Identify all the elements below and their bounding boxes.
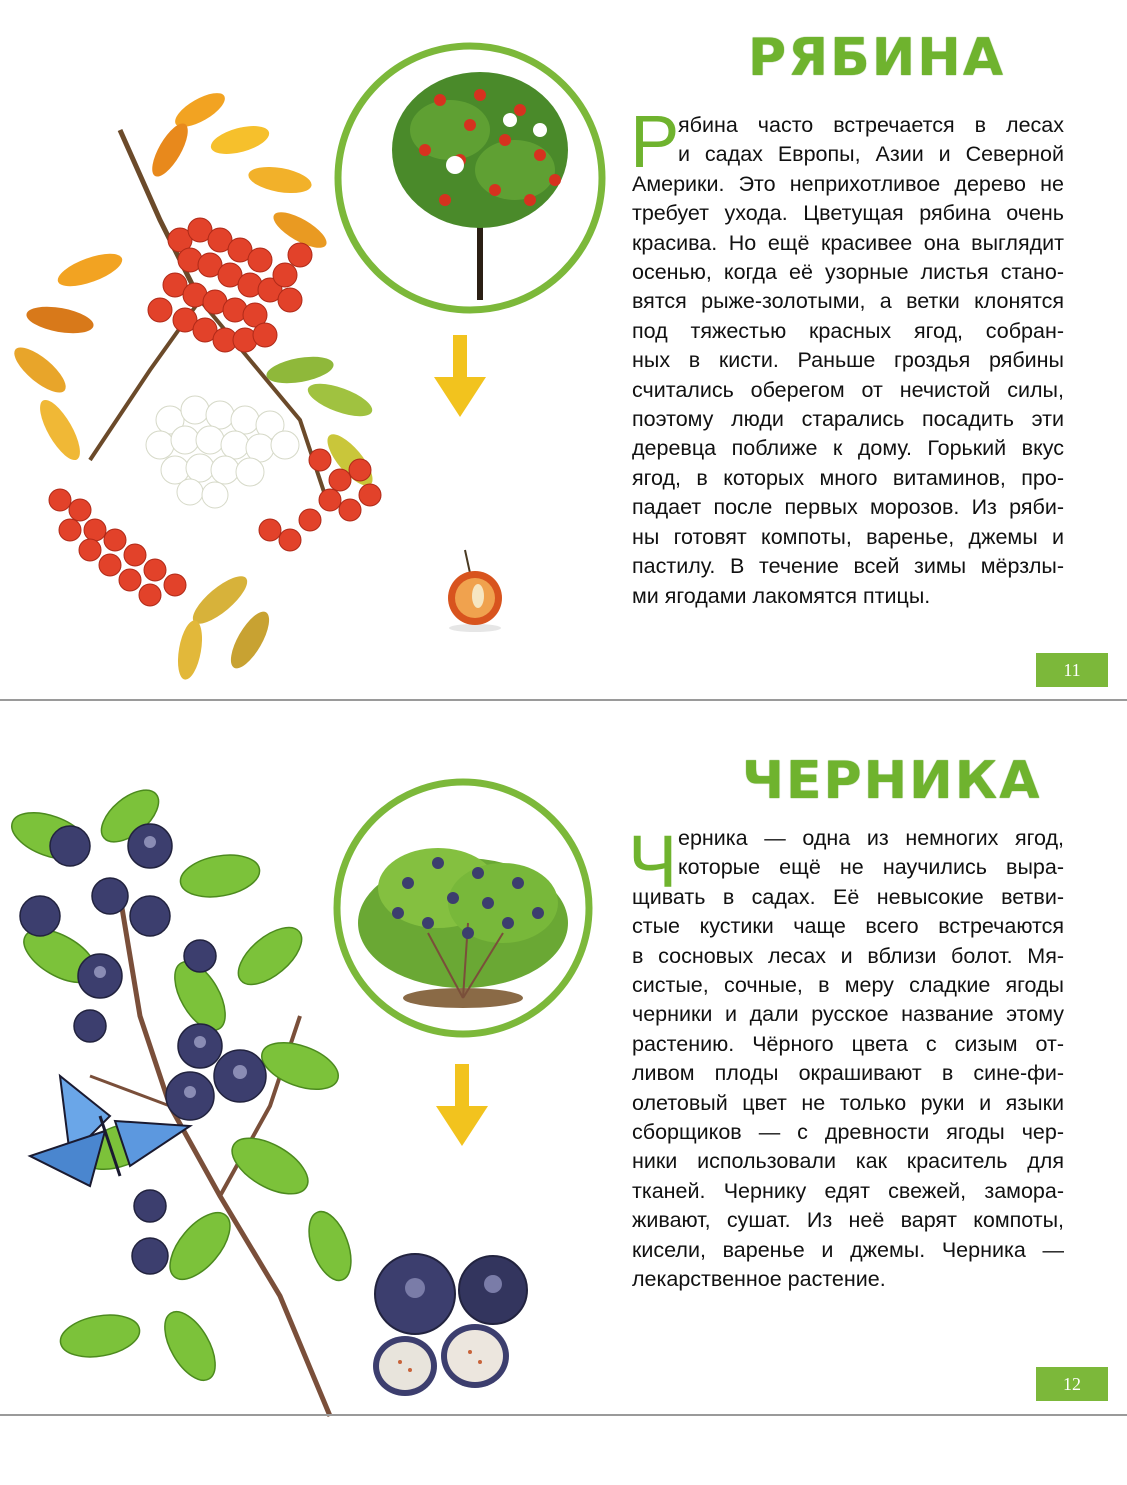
article-text [632, 824, 1064, 1295]
text-line: ливом плоды окрашивают в сине-фи- [632, 1061, 1064, 1086]
page-title: ЧЕРНИКА [742, 751, 1042, 811]
text-line: осенью, когда её узорные листья стано- [632, 260, 1064, 285]
blueberry-bush-circle [328, 773, 598, 1043]
rowan-berry-cut [440, 548, 510, 633]
page-number-badge: 12 [1036, 1367, 1108, 1401]
text-line: систые, сочные, в меру сладкие ягоды [632, 973, 1064, 998]
text-line: ягод, в которых много витаминов, про- [632, 465, 1064, 490]
text-line: в сосновых лесах и вблизи болот. Мя- [632, 943, 1064, 968]
page-divider [0, 1414, 1127, 1416]
page-rowan [0, 0, 1127, 700]
text-line: черники и дали русское название этому [632, 1002, 1064, 1027]
text-line: стые кустики чаще всего встречаются [632, 914, 1064, 939]
text-line: олетовый цвет не только руки и языки [632, 1090, 1064, 1115]
page-number-badge: 11 [1036, 653, 1108, 687]
text-line: ерника — одна из немногих ягод, [678, 826, 1064, 850]
text-line: ных в кисти. Раньше гроздья рябины [632, 348, 1064, 373]
text-line: щивать в садах. Её невысокие ветви- [632, 884, 1064, 909]
text-line: ми ягодами лакомятся птицы. [632, 583, 931, 608]
text-line: считались оберегом от нечистой силы, [632, 377, 1064, 402]
text-line: лекарственное растение. [632, 1267, 886, 1292]
blueberry-branch-illustration [0, 776, 380, 1436]
text-line: кисели, варенье и джемы. Черника — [632, 1237, 1064, 1262]
article-text [630, 100, 1064, 611]
text-line: требует ухода. Цветущая рябина очень [632, 201, 1064, 226]
rowan-tree-circle [330, 40, 610, 320]
text-line: пастилу. В течение всей зимы мёрзлы- [632, 554, 1064, 579]
text-line: ники использовали как краситель для [632, 1149, 1064, 1174]
text-line: растению. Чёрного цвета с сизым от- [632, 1031, 1064, 1056]
text-line: которые ещё не научились выра- [678, 855, 1064, 880]
page-title: РЯБИНА [748, 28, 1006, 88]
page-blueberry [0, 706, 1127, 1485]
text-line: под тяжестью красных ягод, собран- [632, 318, 1064, 343]
text-line: ны готовят компоты, варенье, джемы и [632, 524, 1064, 549]
text-line: деревца поближе к дому. Горький вкус [632, 436, 1064, 461]
text-line: сборщиков — с древности ягоды чер- [632, 1120, 1064, 1145]
drop-cap-letter: Р [630, 100, 680, 183]
down-arrow-icon [432, 1064, 492, 1149]
text-line: ябина часто встречается в лесах [678, 113, 1064, 137]
text-line: поэтому люди старались посадить эти [632, 407, 1064, 432]
text-line: живают, сушат. Из неё варят компоты, [632, 1208, 1064, 1233]
text-line: и садах Европы, Азии и Северной [678, 142, 1064, 167]
rowan-leaves [8, 86, 380, 681]
down-arrow-icon [430, 335, 490, 420]
rowan-flowers [146, 396, 299, 508]
page-divider [0, 699, 1127, 701]
text-line: красива. Но ещё красивее она выглядит [632, 230, 1064, 255]
text-line: падает после первых морозов. Из ряби- [632, 495, 1064, 520]
drop-cap-letter: Ч [628, 820, 678, 903]
text-line: Америки. Это неприхотливое дерево не [632, 171, 1064, 196]
text-line: тканей. Чернику едят свежей, замора- [632, 1178, 1064, 1203]
text-line: вятся рыже-золотыми, а ветки клонятся [632, 289, 1064, 314]
blueberry-cut-berries [365, 1244, 535, 1409]
